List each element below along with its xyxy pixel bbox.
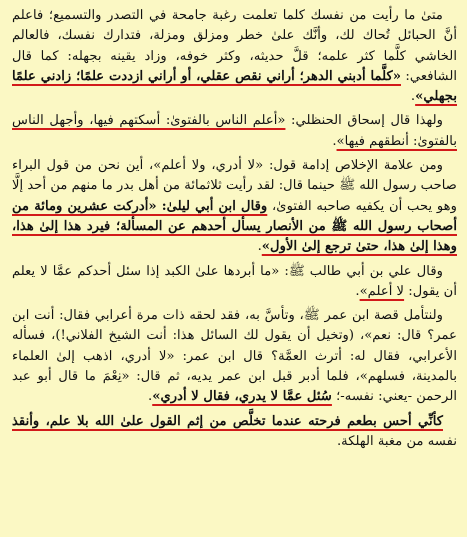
paragraph-4-text-b: . [355,283,360,299]
paragraph-1 [12,6,457,107]
ali-quote-highlight: لا أعلم» [359,283,405,299]
paragraph-3-text-a: ومن علامة الإخلاص إدامة قول: «لا أدري، ولا أعلم»، أين نحن من قول البراء صاحب رسول الله ﷺ حينما قال: لقد رأيت ثلاثمائة من أهل بدر ما منهم من أحد إلَّا وهو يحب أن يكفيه صاحبه الفتوىٰ، [12,158,457,214]
paragraph-3-text-b: . [257,239,262,255]
paragraph-4 [12,262,457,303]
paragraph-5 [12,306,457,407]
paragraph-6 [12,412,457,453]
paragraph-2-text-a: ولهذا قال إسحاق الحنظلي: [285,113,443,129]
paragraph-5-text-b: . [148,389,153,405]
paragraph-2-text-b: . [332,133,337,149]
paragraph-4-text-a: وقال علي بن أبي طالب ﷺ: «ما أبردها علىٰ الكبد إذا سئل أحدكم عمَّا لا يعلم أن يقول: [12,263,457,299]
paragraph-1-text-a: متىٰ ما رأيت من نفسك كلما تعلمت رغبة جامحة في التصدر والتسميع؛ فاعلم أنَّ الحبائل تُحاك لك، وأنَّك علىٰ خطر ومزلق ومزلة، فتدارك نفسك، فالعالم الخاشي كلَّما كثر علمه؛ قلَّ حديثه، وكثر خوفه، وزاد يقينه بجهله: كما قال الشافعي: [12,8,457,84]
ibn-abi-layla-quote-highlight: وقال ابن أبي ليلىٰ: «أدركت عشرين ومائة من أصحاب رسول الله ﷺ من الأنصار يسأل أحدهم عن المسألة؛ فيرد هذا إلىٰ هذا، وهذا إلىٰ هذا، حتىٰ ترجع إلىٰ الأول» [12,198,457,255]
ibn-umar-quote-highlight: سُئل عمَّا لا يدري، فقال لا أدري» [152,389,332,405]
shafii-quote-highlight: «كلَّما أدبني الدهر؛ أراني نقص عقلي، أو أراني ازددت علمًا؛ زادني علمًا بجهلي» [12,68,457,105]
paragraph-6-text-b: نفسه من مغبة الهلكة. [336,433,457,449]
closing-sentence-highlight: كأنِّي أحس بطعم فرحته عندما تخلَّص من إثم القول علىٰ الله بلا علم، وأنقذ [12,413,443,429]
paragraph-5-text-a: ولنتأمل قصة ابن عمر ﷺ، وتأسَّ به، فقد لحقه ذات مرة أعرابي فقال: أنت ابن عمر؟ قال: نعم»، (وتخيل أن يقول لك السائل هذا: أنت الشيخ الفلاني!)، فسأله الأعرابي، فقال له: أترث العمَّة؟ قال ابن عمر: «لا أدري، اذهب إلىٰ العلماء بالمدينة، فسلهم»، فلما أدبر قبل ابن عمر يديه، ثم قال: «نِعْمَ ما قال أبو عبد الرحمن -يعني: نفسه-؛ [12,308,457,405]
ishaq-quote-highlight: «أعلم الناس بالفتوىٰ: أسكتهم فيها، وأجهل الناس بالفتوىٰ: أنطقهم فيها» [12,113,457,149]
paragraph-2 [12,111,457,152]
paragraph-3 [12,156,457,257]
paragraph-1-text-b: . [410,89,416,105]
